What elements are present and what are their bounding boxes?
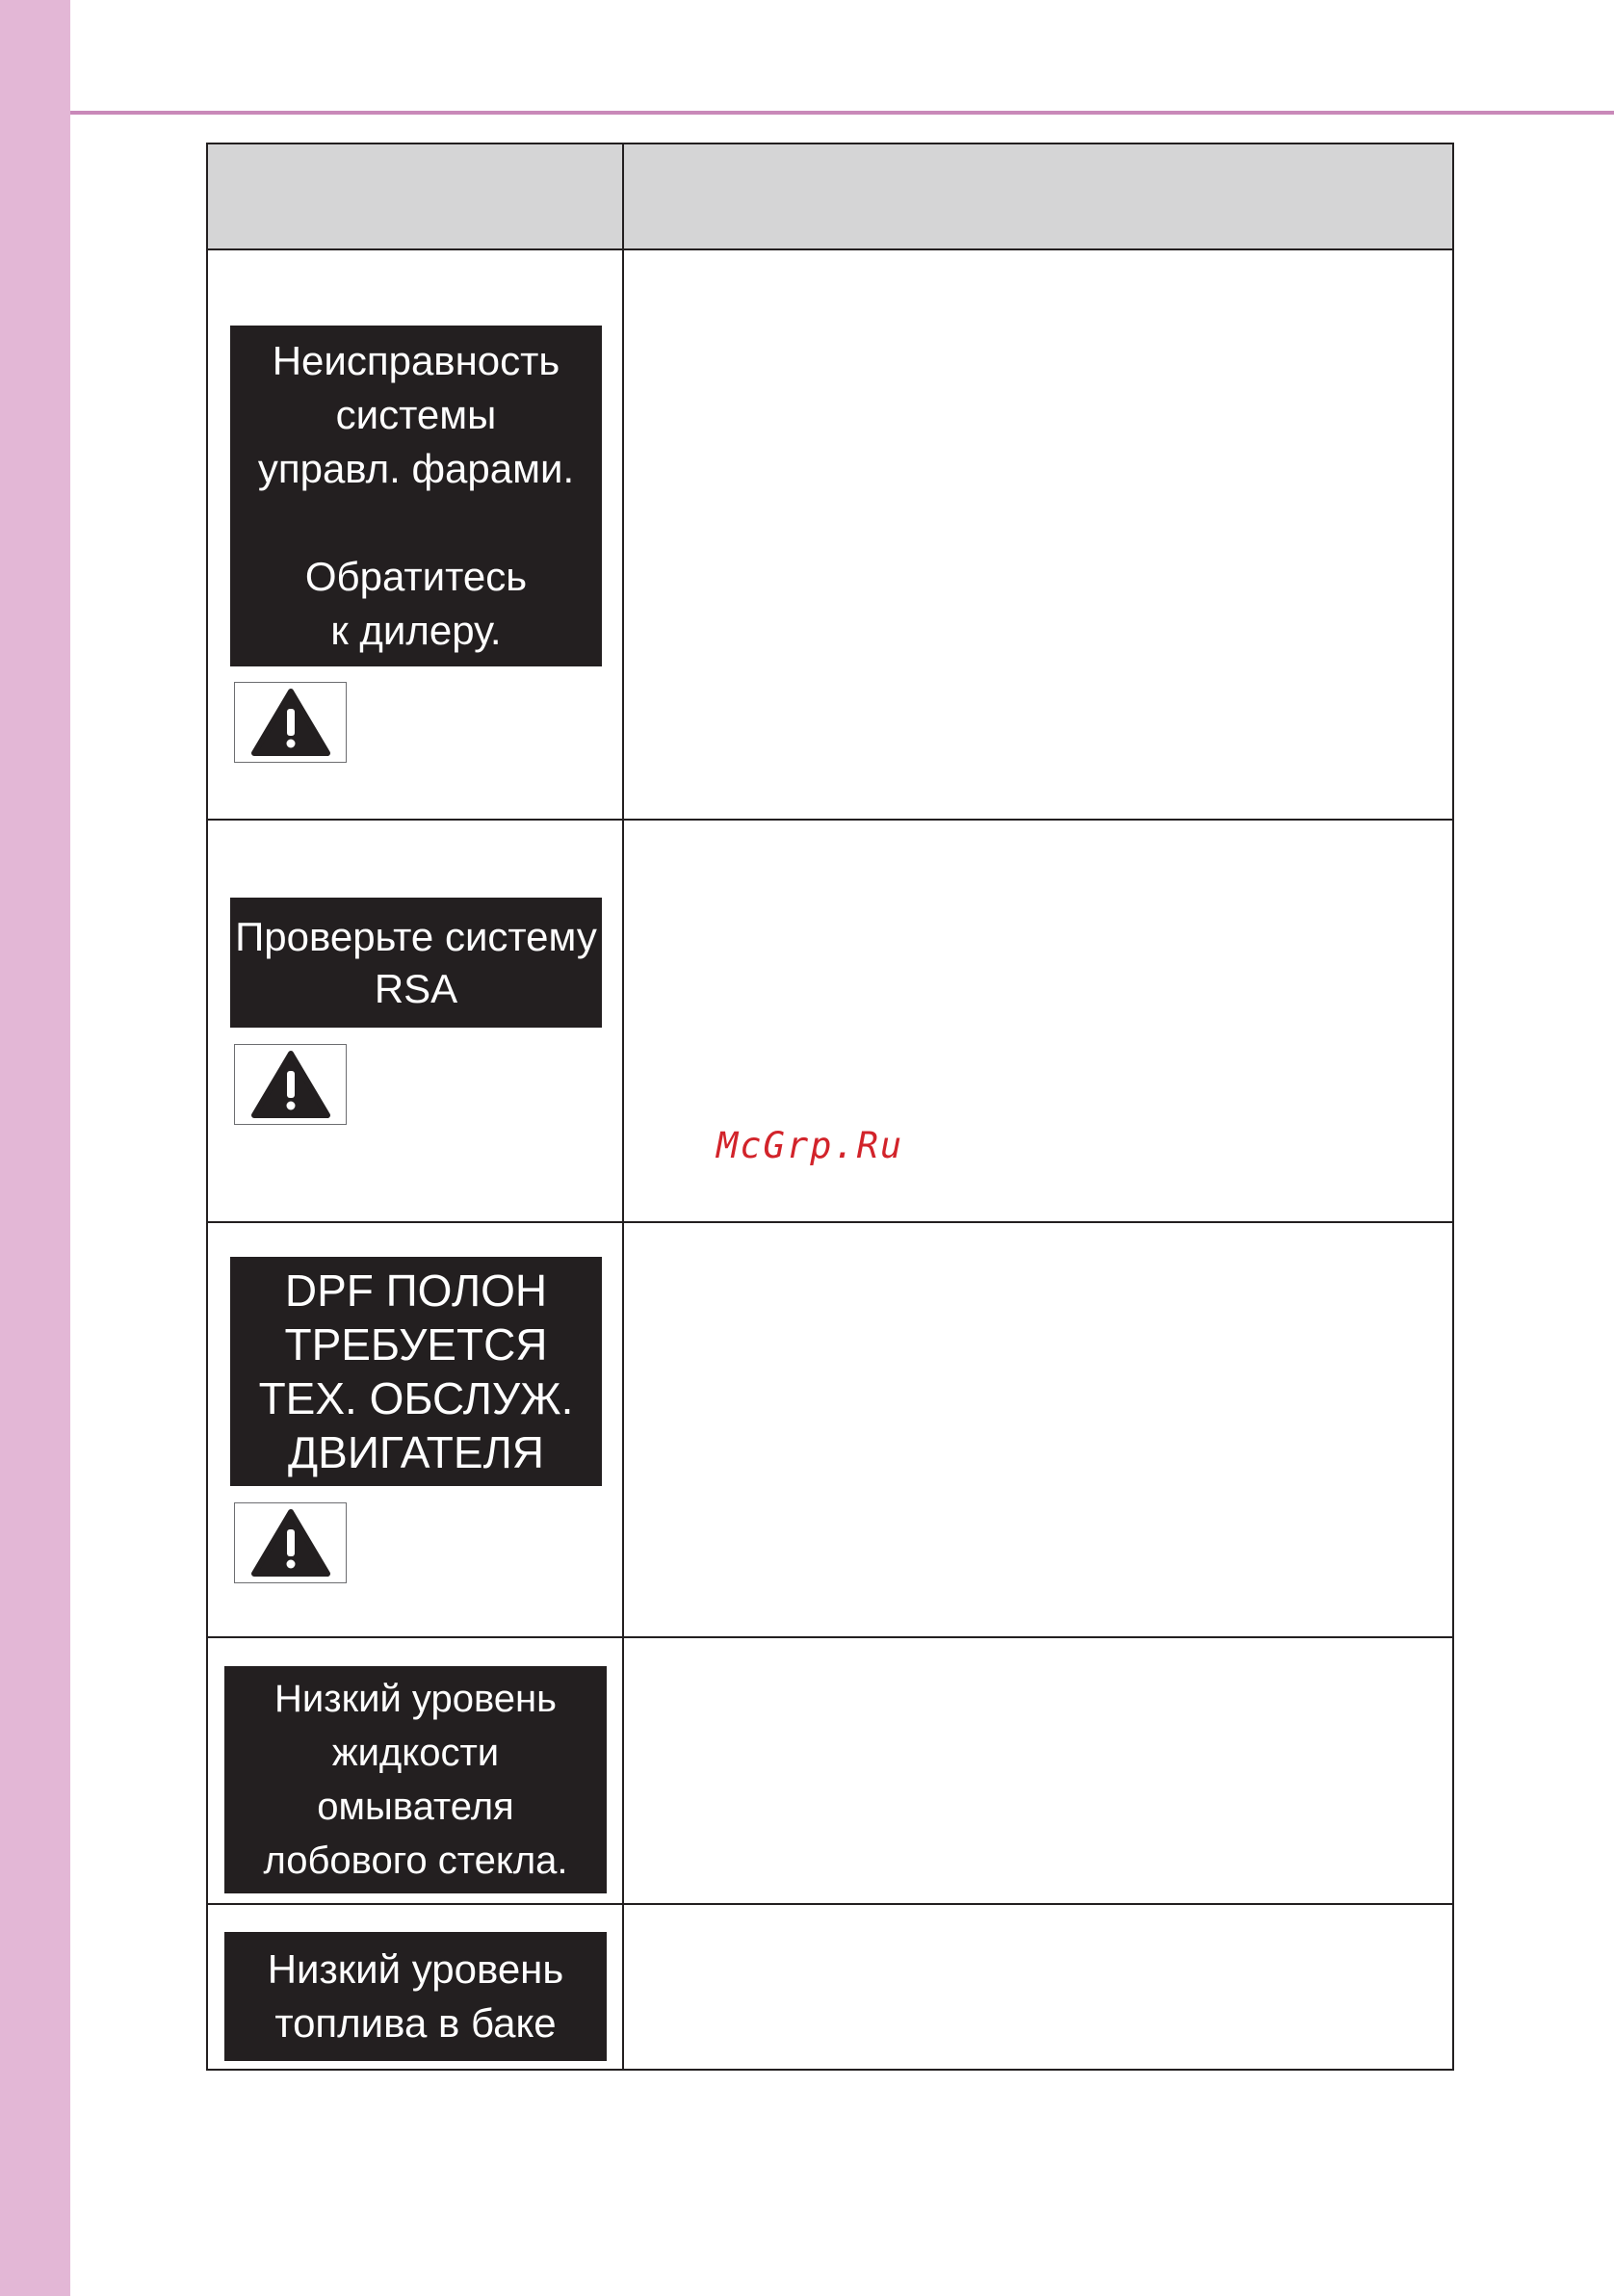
display-message-panel (230, 1257, 602, 1486)
side-color-strip (0, 0, 70, 2296)
display-message-text: Неисправность системы управл. фарами. Обратитесь к дилеру. (257, 338, 575, 653)
message-cell (207, 1222, 623, 1637)
display-message-text: DPF ПОЛОН ТРЕБУЕТСЯ ТЕХ. ОБСЛУЖ. ДВИГАТЕЛЯ (258, 1265, 574, 1477)
display-message-panel (224, 1932, 607, 2061)
table-header-row (207, 144, 1453, 249)
header-cell-message (207, 144, 623, 249)
warning-triangle-icon (234, 1502, 347, 1583)
message-cell (207, 1904, 623, 2070)
message-cell (207, 249, 623, 820)
warning-triangle-icon (234, 1044, 347, 1125)
warning-triangle-icon (234, 682, 347, 763)
table-row (207, 1904, 1453, 2070)
display-message-panel (230, 326, 602, 666)
description-cell (623, 249, 1453, 820)
display-message-text: Проверьте систему RSA (235, 913, 597, 1011)
display-message-panel (230, 898, 602, 1028)
description-cell (623, 1904, 1453, 2070)
message-table (206, 143, 1454, 2071)
display-message-panel (224, 1666, 607, 1893)
table-row (207, 1637, 1453, 1904)
message-cell (207, 820, 623, 1222)
message-cell (207, 1637, 623, 1904)
header-cell-description (623, 144, 1453, 249)
table-row (207, 249, 1453, 820)
display-message-text: Низкий уровень топлива в баке (267, 1946, 564, 2046)
description-cell (623, 1637, 1453, 1904)
header-rule (70, 111, 1614, 115)
display-message-text: Низкий уровень жидкости омывателя лобового стекла. (263, 1678, 568, 1882)
description-cell (623, 1222, 1453, 1637)
table-row (207, 1222, 1453, 1637)
watermark-text: McGrp.Ru (716, 1125, 904, 1166)
